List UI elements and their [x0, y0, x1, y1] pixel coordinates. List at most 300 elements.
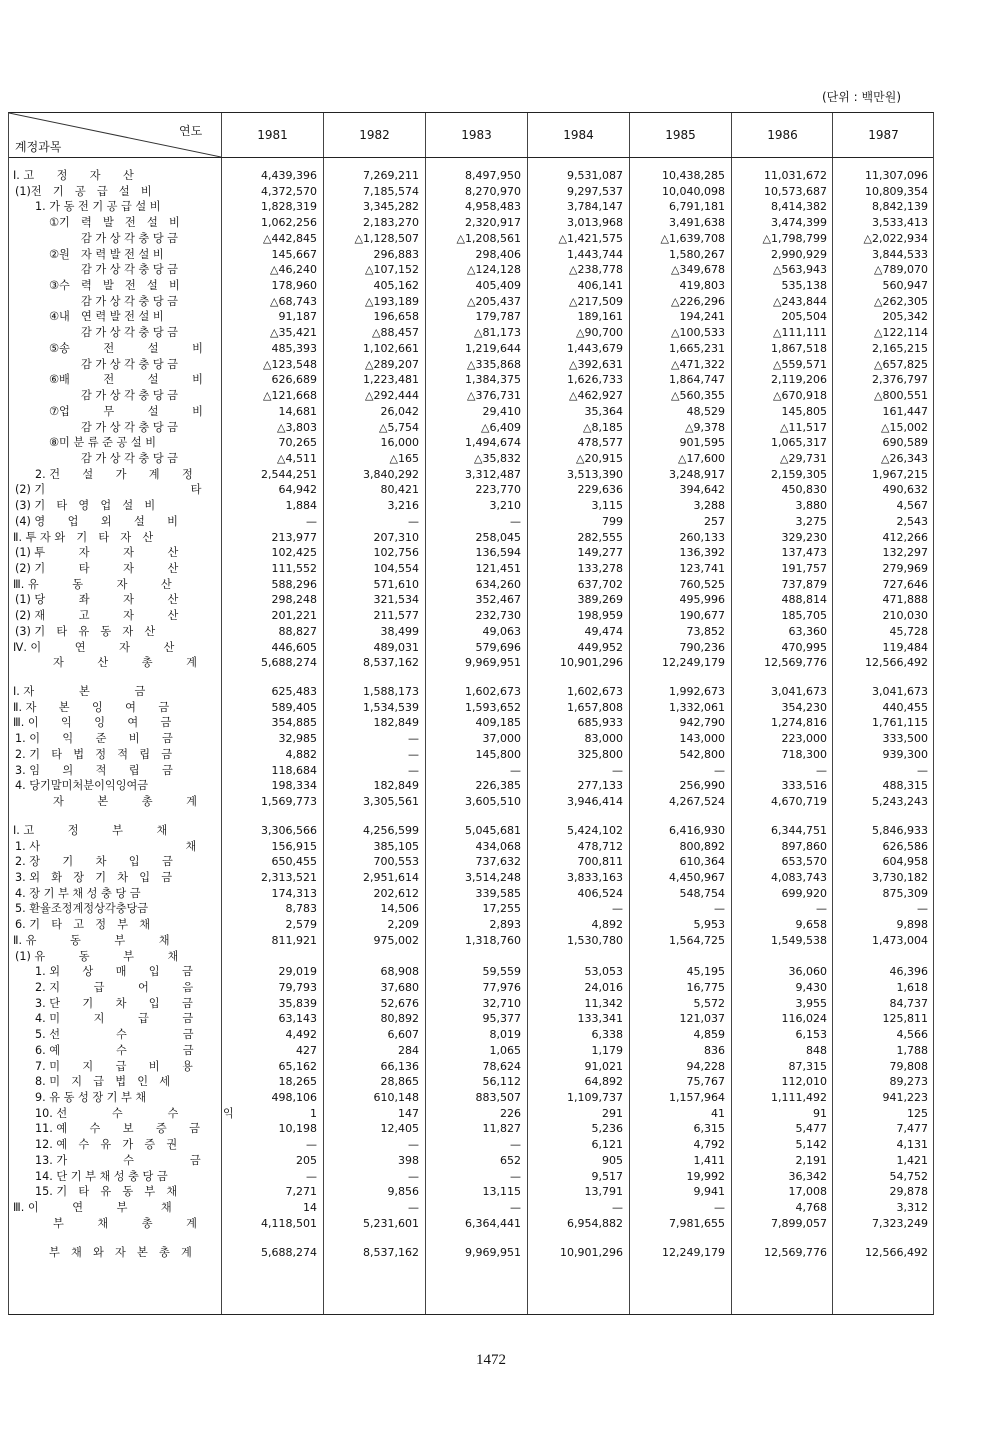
cell-1987: 8,842,139 — [872, 200, 928, 214]
cell-1987: 3,730,182 — [872, 870, 928, 884]
cell-1986: 36,342 — [788, 1169, 827, 1183]
cell-1985: — — [714, 763, 725, 777]
cell-1983: 3,605,510 — [465, 795, 521, 809]
cell-1987: 7,323,249 — [872, 1216, 928, 1230]
row-label: ③수 력 발 전 설 비 — [49, 279, 180, 293]
account-label: 계정과목 — [15, 140, 62, 154]
cell-1981: △46,240 — [270, 263, 317, 277]
cell-1981: △121,668 — [263, 389, 317, 403]
table-row — [9, 917, 933, 933]
cell-1987: 79,808 — [889, 1059, 928, 1073]
cell-1981: 198,334 — [271, 779, 317, 793]
row-label: ①기 력 발 전 설 비 — [49, 216, 180, 230]
cell-1987: △262,305 — [874, 294, 928, 308]
table-row — [9, 545, 933, 561]
cell-1983: △81,173 — [474, 326, 521, 340]
row-label: 3. 단 기 차 입 금 — [35, 996, 193, 1010]
cell-1987: 941,223 — [882, 1091, 928, 1105]
cell-1983: 32,710 — [482, 996, 521, 1010]
cell-1985: 7,981,655 — [669, 1216, 725, 1230]
table-row — [9, 357, 933, 373]
cell-1986: 4,768 — [795, 1201, 827, 1215]
cell-1987: △15,002 — [881, 420, 928, 434]
cell-1982: 385,105 — [373, 839, 419, 853]
cell-1986: 12,569,776 — [764, 1245, 827, 1259]
cell-1986: 36,060 — [788, 965, 827, 979]
cell-1987: 3,533,413 — [872, 216, 928, 230]
cell-1983: 1,494,674 — [465, 436, 521, 450]
cell-1984: 13,791 — [584, 1185, 623, 1199]
row-label: 5. 선 수 금 — [35, 1028, 194, 1042]
cell-1987: 2,376,797 — [872, 373, 928, 387]
cell-1986: △1,798,799 — [762, 231, 827, 245]
cell-1983: 78,624 — [482, 1059, 521, 1073]
row-label: 6. 예 수 금 — [35, 1043, 194, 1057]
cell-1983: 56,112 — [482, 1075, 521, 1089]
cell-1982: 321,534 — [373, 593, 419, 607]
cell-1986: 9,430 — [795, 981, 827, 994]
row-label: 감 가 상 각 충 당 금 — [81, 357, 178, 371]
cell-1984: 291 — [602, 1106, 623, 1120]
cell-1982: 284 — [398, 1043, 419, 1057]
cell-1987: 161,447 — [882, 404, 928, 418]
cell-1985: 190,677 — [679, 609, 725, 623]
cell-1982: 1,588,173 — [363, 685, 419, 699]
cell-1982: 66,136 — [380, 1059, 419, 1073]
cell-1982: 16,000 — [380, 436, 419, 450]
cell-1984: 277,133 — [577, 779, 623, 793]
year-header-1983: 1983 — [425, 113, 527, 157]
cell-1982: 68,908 — [380, 965, 419, 979]
year-header-1986: 1986 — [731, 113, 833, 157]
cell-1983: 136,594 — [475, 546, 521, 560]
cell-1987: 84,737 — [889, 996, 928, 1010]
cell-1981: 178,960 — [271, 279, 317, 293]
cell-1984: — — [612, 902, 623, 916]
cell-1985: 1,864,747 — [669, 373, 725, 387]
cell-1983: △6,409 — [481, 420, 521, 434]
cell-1983: 145,800 — [475, 747, 521, 761]
cell-1985: 73,852 — [686, 624, 725, 638]
cell-1987: 132,297 — [882, 546, 928, 560]
cell-1982: 1,223,481 — [363, 373, 419, 387]
cell-1987: 488,315 — [882, 779, 928, 793]
cell-1983: 3,514,248 — [465, 870, 521, 884]
cell-1984: △90,700 — [576, 326, 623, 340]
cell-1986: 8,414,382 — [771, 200, 827, 214]
table-header — [9, 113, 933, 158]
table-row — [9, 608, 933, 624]
cell-1981: 650,455 — [271, 855, 317, 869]
cell-1987: 210,030 — [882, 609, 928, 623]
cell-1985: 495,996 — [679, 593, 725, 607]
cell-1985: 75,767 — [686, 1075, 725, 1089]
row-label: ②원 자 력 발 전 설 비 — [49, 247, 164, 261]
cell-1983: 1,602,673 — [465, 685, 521, 699]
row-label: (2) 재 고 자 산 — [15, 609, 179, 623]
table-body — [9, 158, 933, 1314]
row-label: 11. 예 수 보 증 금 — [35, 1122, 200, 1136]
row-label: Ⅲ. 유 동 자 산 — [13, 577, 172, 591]
row-label: 4. 미 지 급 금 — [35, 1012, 194, 1026]
cell-1984 — [529, 949, 623, 965]
cell-1981: 1,884 — [285, 499, 317, 513]
cell-1981: 79,793 — [278, 981, 317, 994]
cell-1986: 848 — [806, 1043, 827, 1057]
cell-1983: 8,019 — [489, 1028, 521, 1042]
cell-1984: 449,952 — [577, 640, 623, 654]
table-row — [9, 640, 933, 656]
cell-1986: 897,860 — [781, 839, 827, 853]
cell-1987: 5,846,933 — [872, 823, 928, 837]
cell-1982: 7,269,211 — [363, 169, 419, 182]
cell-1981: 102,425 — [271, 546, 317, 560]
table-row — [9, 388, 933, 404]
cell-1986: △563,943 — [773, 263, 827, 277]
cell-1982: 3,216 — [387, 499, 419, 513]
cell-1986: 699,920 — [781, 886, 827, 900]
cell-1985: 1,332,061 — [669, 700, 725, 714]
cell-1981: 625,483 — [271, 685, 317, 699]
cell-1987: 4,131 — [896, 1138, 928, 1152]
cell-1982: 211,577 — [373, 609, 419, 623]
cell-1984: △8,185 — [583, 420, 623, 434]
row-label: 4. 당기말미처분이익잉여금 — [15, 779, 149, 793]
cell-1987: 46,396 — [889, 965, 928, 979]
cell-1981: 14,681 — [278, 404, 317, 418]
cell-1985: △226,296 — [671, 294, 725, 308]
cell-1981: 485,393 — [271, 341, 317, 355]
table-row — [9, 530, 933, 546]
cell-1987: 2,165,215 — [872, 341, 928, 355]
cell-1986: 2,191 — [795, 1153, 827, 1167]
cell-1984: △392,631 — [569, 357, 623, 371]
cell-1986: △670,918 — [773, 389, 827, 403]
cell-1985: 800,892 — [679, 839, 725, 853]
cell-1985: 901,595 — [679, 436, 725, 450]
cell-1981: 5,688,274 — [261, 1245, 317, 1259]
cell-1987: 1,788 — [896, 1043, 928, 1057]
cell-1984: 3,833,163 — [567, 870, 623, 884]
table-row — [9, 420, 933, 436]
cell-1986: 1,065,317 — [771, 436, 827, 450]
cell-1987: 45,728 — [889, 624, 928, 638]
cell-1984: 3,513,390 — [567, 467, 623, 481]
cell-1983: △376,731 — [467, 389, 521, 403]
year-header-1982: 1982 — [323, 113, 425, 157]
cell-1987: △789,070 — [874, 263, 928, 277]
cell-1984: 905 — [602, 1153, 623, 1167]
cell-1985: 6,315 — [693, 1122, 725, 1136]
row-label: 8. 미 지 급 법 인 세 — [35, 1075, 171, 1089]
cell-1981: 354,885 — [271, 716, 317, 730]
table-row — [9, 561, 933, 577]
table-row — [9, 451, 933, 467]
cell-1985: 9,941 — [693, 1185, 725, 1199]
cell-1983: — — [510, 514, 521, 528]
cell-1983: — — [510, 1138, 521, 1152]
cell-1983: 49,063 — [482, 624, 521, 638]
cell-1982: 1,534,539 — [363, 700, 419, 714]
cell-1987: 1,618 — [896, 981, 928, 994]
cell-1984: 389,269 — [577, 593, 623, 607]
cell-1983: — — [510, 1169, 521, 1183]
unit-note: (단위 : 백만원) — [822, 90, 901, 104]
cell-1983: 179,787 — [475, 310, 521, 324]
cell-1987: 1,967,215 — [872, 467, 928, 481]
cell-1987: 604,958 — [882, 855, 928, 869]
cell-1985: 3,491,638 — [669, 216, 725, 230]
cell-1986: 87,315 — [788, 1059, 827, 1073]
cell-1986: 354,230 — [781, 700, 827, 714]
table-row — [9, 1153, 933, 1169]
cell-1985: 610,364 — [679, 855, 725, 869]
cell-1987: 125 — [907, 1106, 928, 1120]
table-row — [9, 262, 933, 278]
cell-1985: △471,322 — [671, 357, 725, 371]
table-row — [9, 482, 933, 498]
table-row — [9, 1106, 933, 1122]
cell-1987: 4,566 — [896, 1028, 928, 1042]
cell-1984: △462,927 — [569, 389, 623, 403]
table-row — [9, 514, 933, 530]
cell-1981 — [223, 949, 317, 965]
cell-1981: 29,019 — [278, 965, 317, 979]
row-label: 1. 가 동 전 기 공 급 설 비 — [35, 200, 161, 214]
cell-1984: 11,342 — [584, 996, 623, 1010]
cell-1984: 64,892 — [584, 1075, 623, 1089]
table-row — [9, 886, 933, 902]
cell-1983: 6,364,441 — [465, 1216, 521, 1230]
cell-1981: 63,143 — [278, 1012, 317, 1026]
cell-1986: 112,010 — [781, 1075, 827, 1089]
cell-1982: 202,612 — [373, 886, 419, 900]
cell-1987: 875,309 — [882, 886, 928, 900]
cell-1982: 28,865 — [380, 1075, 419, 1089]
table-row — [9, 1216, 933, 1232]
cell-1981: 5,688,274 — [261, 656, 317, 670]
cell-1986: 535,138 — [781, 279, 827, 293]
cell-1986: 137,473 — [781, 546, 827, 560]
table-row — [9, 168, 933, 184]
row-label: 감 가 상 각 충 당 금 — [81, 389, 178, 403]
cell-1981: 35,839 — [278, 996, 317, 1010]
row-label: 2. 지 급 어 음 — [35, 981, 194, 994]
cell-1984: 3,784,147 — [567, 200, 623, 214]
cell-1984: 53,053 — [584, 965, 623, 979]
cell-1982: 2,951,614 — [363, 870, 419, 884]
cell-1985: △9,378 — [685, 420, 725, 434]
cell-1983: 258,045 — [475, 530, 521, 544]
table-row — [9, 715, 933, 731]
cell-1985: 10,438,285 — [662, 169, 725, 182]
table-row — [9, 996, 933, 1012]
row-label: Ⅲ. 이 익 잉 여 금 — [13, 716, 172, 730]
cell-1983: △124,128 — [467, 263, 521, 277]
cell-1986: △111,111 — [773, 326, 827, 340]
cell-1986: 185,705 — [781, 609, 827, 623]
cell-1983: 77,976 — [482, 981, 521, 994]
row-label: 2. 장 기 차 입 금 — [15, 855, 173, 869]
cell-1985: 836 — [704, 1043, 725, 1057]
cell-1984: △20,915 — [576, 451, 623, 465]
cell-1984: 478,712 — [577, 839, 623, 853]
cell-1984: 700,811 — [577, 855, 623, 869]
cell-1986: 488,814 — [781, 593, 827, 607]
cell-1982: — — [408, 732, 419, 746]
cell-1985 — [631, 949, 725, 965]
cell-1985: △17,600 — [678, 451, 725, 465]
cell-1982: △107,152 — [365, 263, 419, 277]
cell-1986: 3,474,399 — [771, 216, 827, 230]
cell-1983: 737,632 — [475, 855, 521, 869]
cell-1985: 1,411 — [693, 1153, 725, 1167]
table-row — [9, 1184, 933, 1200]
balance-sheet-table — [8, 112, 934, 1315]
table-row — [9, 341, 933, 357]
cell-1982: 405,162 — [373, 279, 419, 293]
cell-1985: 4,267,524 — [669, 795, 725, 809]
cell-1983: 883,507 — [475, 1091, 521, 1105]
cell-1986: 116,024 — [781, 1012, 827, 1026]
row-label: (1) 당 좌 자 산 — [15, 593, 179, 607]
table-row — [9, 592, 933, 608]
cell-1981: 7,271 — [285, 1185, 317, 1199]
cell-1983: 95,377 — [482, 1012, 521, 1026]
cell-1984: 133,278 — [577, 562, 623, 575]
cell-1983: 405,409 — [475, 279, 521, 293]
cell-1981: 1,062,256 — [261, 216, 317, 230]
cell-1985: 6,416,930 — [669, 823, 725, 837]
cell-1984: 198,959 — [577, 609, 623, 623]
table-row — [9, 1169, 933, 1185]
cell-1983: 4,958,483 — [465, 200, 521, 214]
cell-1983: 2,320,917 — [465, 216, 521, 230]
cell-1986: 11,031,672 — [764, 169, 827, 182]
row-label: 감 가 상 각 충 당 금 — [81, 231, 178, 245]
table-row — [9, 949, 933, 965]
cell-1981: 10,198 — [278, 1122, 317, 1136]
cell-1986: 7,899,057 — [771, 1216, 827, 1230]
row-label: (3) 기 타 유 동 자 산 — [15, 624, 156, 638]
cell-1984: 189,161 — [577, 310, 623, 324]
cell-1982: 38,499 — [380, 624, 419, 638]
table-row — [9, 1074, 933, 1090]
cell-1982: 147 — [398, 1106, 419, 1120]
cell-1985: 1,580,267 — [669, 247, 725, 261]
cell-1984: △217,509 — [569, 294, 623, 308]
cell-1981: 2,544,251 — [261, 467, 317, 481]
cell-1985: 41 — [711, 1106, 725, 1120]
cell-1987: 727,646 — [882, 577, 928, 591]
cell-1981: 64,942 — [278, 483, 317, 497]
cell-1982: — — [408, 1201, 419, 1215]
row-label: 3. 외 화 장 기 차 입 금 — [15, 870, 173, 884]
cell-1987: △122,114 — [874, 326, 928, 340]
row-label: 감 가 상 각 충 당 금 — [81, 263, 178, 277]
table-row — [9, 794, 933, 810]
row-label: 감 가 상 각 충 당 금 — [81, 451, 178, 465]
table-row — [9, 1011, 933, 1027]
cell-1985: 12,249,179 — [662, 1245, 725, 1259]
cell-1985: — — [714, 1201, 725, 1215]
cell-1986: 718,300 — [781, 747, 827, 761]
cell-1982: △88,457 — [372, 326, 419, 340]
cell-1983: 59,559 — [482, 965, 521, 979]
cell-1983: 226 — [500, 1106, 521, 1120]
year-header-1981: 1981 — [221, 113, 323, 157]
cell-1987: 440,455 — [882, 700, 928, 714]
cell-1983: 232,730 — [475, 609, 521, 623]
cell-1981: 2,313,521 — [261, 870, 317, 884]
cell-1986: △29,731 — [780, 451, 827, 465]
cell-1981: — — [306, 514, 317, 528]
cell-1986: 63,360 — [788, 624, 827, 638]
cell-1983: 1,593,652 — [465, 700, 521, 714]
cell-1982: 3,345,282 — [363, 200, 419, 214]
cell-1985: 136,392 — [679, 546, 725, 560]
table-row — [9, 294, 933, 310]
cell-1982: △5,754 — [379, 420, 419, 434]
cell-1982: 80,892 — [380, 1012, 419, 1026]
cell-1983: 9,969,951 — [465, 656, 521, 670]
cell-1986: 1,867,518 — [771, 341, 827, 355]
cell-1981: 14 — [303, 1201, 317, 1215]
table-row — [9, 231, 933, 247]
cell-1986: △559,571 — [773, 357, 827, 371]
cell-1987: 11,307,096 — [865, 169, 928, 182]
cell-1983: 223,770 — [475, 483, 521, 497]
cell-1984: 10,901,296 — [560, 1245, 623, 1259]
row-label: 7. 미 지 급 비 용 — [35, 1059, 193, 1073]
cell-1987: 1,473,004 — [872, 933, 928, 947]
table-row — [9, 498, 933, 514]
cell-1984: 1,109,737 — [567, 1091, 623, 1105]
cell-1985: 48,529 — [686, 404, 725, 418]
cell-1984: 1,179 — [591, 1043, 623, 1057]
cell-1987: 471,888 — [882, 593, 928, 607]
cell-1984: 1,602,673 — [567, 685, 623, 699]
cell-1981: △123,548 — [263, 357, 317, 371]
cell-1981: △3,803 — [277, 420, 317, 434]
row-label: 2. 건 설 가 계 정 — [35, 467, 193, 481]
row-label: 14. 단 기 부 채 성 충 당 금 — [35, 1169, 168, 1183]
cell-1981: 156,915 — [271, 839, 317, 853]
row-label: Ⅳ. 이 연 자 산 — [13, 640, 175, 654]
row-label: 부 채 와 자 본 총 계 — [49, 1245, 192, 1259]
cell-1981: 4,492 — [285, 1028, 317, 1042]
row-label: Ⅱ. 자 본 잉 여 금 — [13, 700, 170, 714]
cell-1982: 975,002 — [373, 933, 419, 947]
cell-1982: — — [408, 763, 419, 777]
cell-1983: 9,969,951 — [465, 1245, 521, 1259]
cell-1983: △335,868 — [467, 357, 521, 371]
page-number: 1472 — [476, 1352, 506, 1368]
year-header-1984: 1984 — [527, 113, 629, 157]
cell-1984: 229,636 — [577, 483, 623, 497]
cell-1982: 489,031 — [373, 640, 419, 654]
row-label: ⑧미 분 류 준 공 설 비 — [49, 436, 157, 450]
cell-1983: 2,893 — [489, 918, 521, 932]
cell-1981: 32,985 — [278, 732, 317, 746]
table-row — [9, 325, 933, 341]
cell-1985: 3,248,917 — [669, 467, 725, 481]
cell-1982: 37,680 — [380, 981, 419, 994]
cell-1981: 427 — [296, 1043, 317, 1057]
cell-1983: 121,451 — [475, 562, 521, 575]
cell-1982: 5,231,601 — [363, 1216, 419, 1230]
cell-1983: 634,260 — [475, 577, 521, 591]
